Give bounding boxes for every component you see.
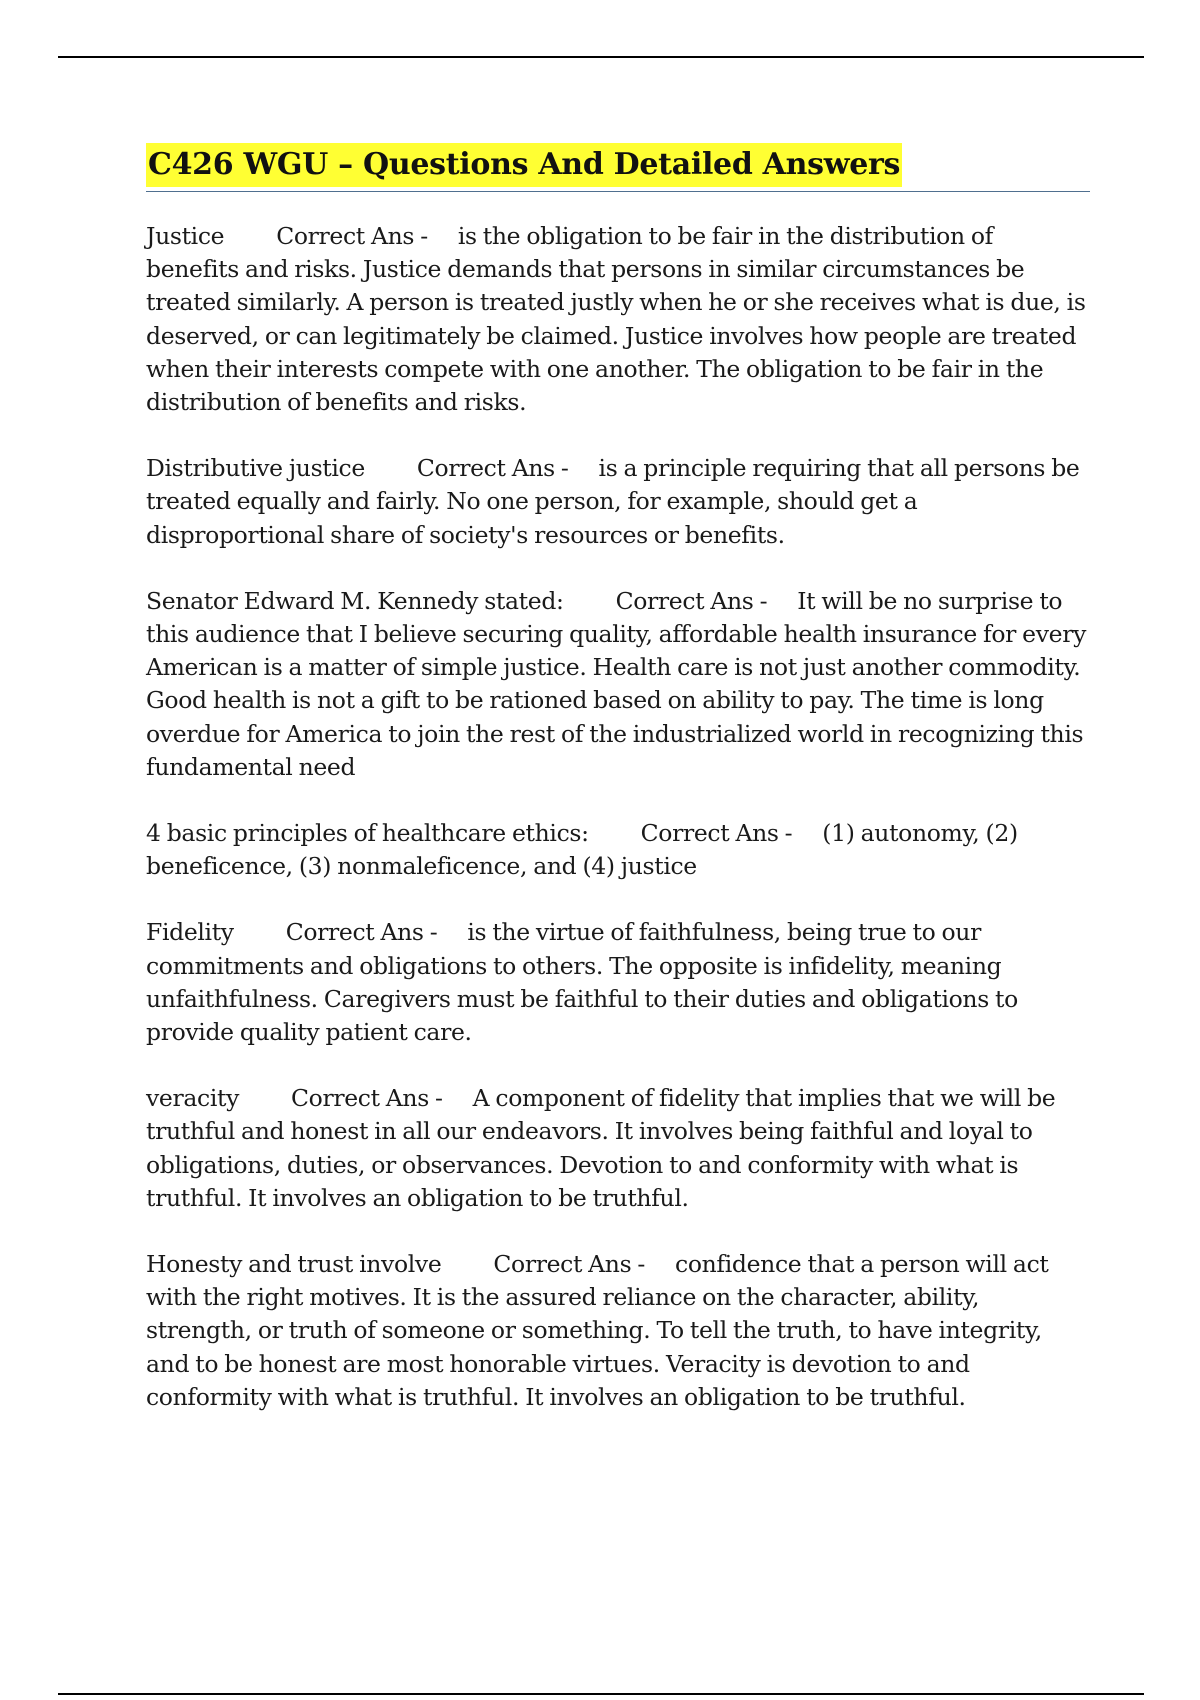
qa-item bbox=[146, 1082, 1090, 1215]
qa-answer: is the virtue of faithfulness, being true to our commitments and obligations to others. The opposite is infidelity, meaning unfaithfulness. Caregivers must be faithful to their duties and obligations to provide quality patient care. bbox=[146, 918, 1018, 1047]
qa-term: veracity bbox=[146, 1084, 240, 1113]
qa-item bbox=[146, 1248, 1090, 1414]
qa-term: Distributive justice bbox=[146, 454, 365, 483]
qa-answer-label: Correct Ans - bbox=[493, 1250, 646, 1279]
qa-answer-label: Correct Ans - bbox=[276, 222, 428, 250]
qa-answer-label: Correct Ans - bbox=[285, 918, 438, 947]
qa-answer: (1) autonomy, (2) beneficence, (3) nonmaleficence, and (4) justice bbox=[146, 819, 1018, 881]
qa-answer-label: Correct Ans - bbox=[291, 1084, 443, 1113]
qa-term: Fidelity bbox=[146, 918, 234, 947]
qa-item bbox=[146, 585, 1090, 784]
qa-answer-label: Correct Ans - bbox=[416, 454, 569, 483]
qa-answer-label: Correct Ans - bbox=[615, 586, 768, 615]
qa-answer-label: Correct Ans - bbox=[640, 819, 793, 848]
qa-answer: is a principle requiring that all persons be treated equally and fairly. No one person, for example, should get a disproportional share of society's resources or benefits. bbox=[146, 454, 1080, 549]
qa-term: Justice bbox=[146, 222, 225, 250]
qa-term: 4 basic principles of healthcare ethics: bbox=[146, 819, 589, 848]
qa-answer: confidence that a person will act with the right motives. It is the assured reliance on the character, ability, strength, or truth of someone or something. To tell the truth, to have integrity, and to be honest are most honorable virtues. Veracity is devotion to and conformity with what is truthful. It involves an obligation to be truthful. bbox=[146, 1250, 1049, 1411]
qa-item bbox=[146, 817, 1090, 883]
title-block bbox=[146, 143, 1090, 192]
qa-answer: A component of fidelity that implies that we will be truthful and honest in all our endeavors. It involves being faithful and loyal to obligations, duties, or observances. Devotion to and conformity with what is truthful. It involves an obligation to be truthful. bbox=[146, 1084, 1056, 1212]
document-title: C426 WGU – Questions And Detailed Answers bbox=[146, 143, 902, 187]
footer-rule bbox=[58, 1693, 1144, 1695]
document-body bbox=[146, 143, 1090, 1447]
qa-term: Senator Edward M. Kennedy stated: bbox=[146, 586, 564, 615]
qa-item bbox=[146, 916, 1090, 1049]
qa-answer: is the obligation to be fair in the distribution of benefits and risks. Justice demands that persons in similar circumstances be treated similarly. A person is treated justly when he or she receives what is due, is deserved, or can legitimately be claimed. Justice involves how people are treated when their interests compete with one another. The obligation to be fair in the distribution of benefits and risks. bbox=[146, 222, 1086, 417]
qa-item bbox=[146, 452, 1090, 552]
header-rule bbox=[58, 56, 1144, 58]
qa-term: Honesty and trust involve bbox=[146, 1250, 442, 1279]
qa-item bbox=[146, 220, 1090, 419]
qa-answer: It will be no surprise to this audience that I believe securing quality, affordable health insurance for every American is a matter of simple justice. Health care is not just another commodity. Good health is not a gift to be rationed based on ability to pay. The time is long overdue for America to join the rest of the industrialized world in recognizing this fundamental need bbox=[146, 586, 1087, 781]
